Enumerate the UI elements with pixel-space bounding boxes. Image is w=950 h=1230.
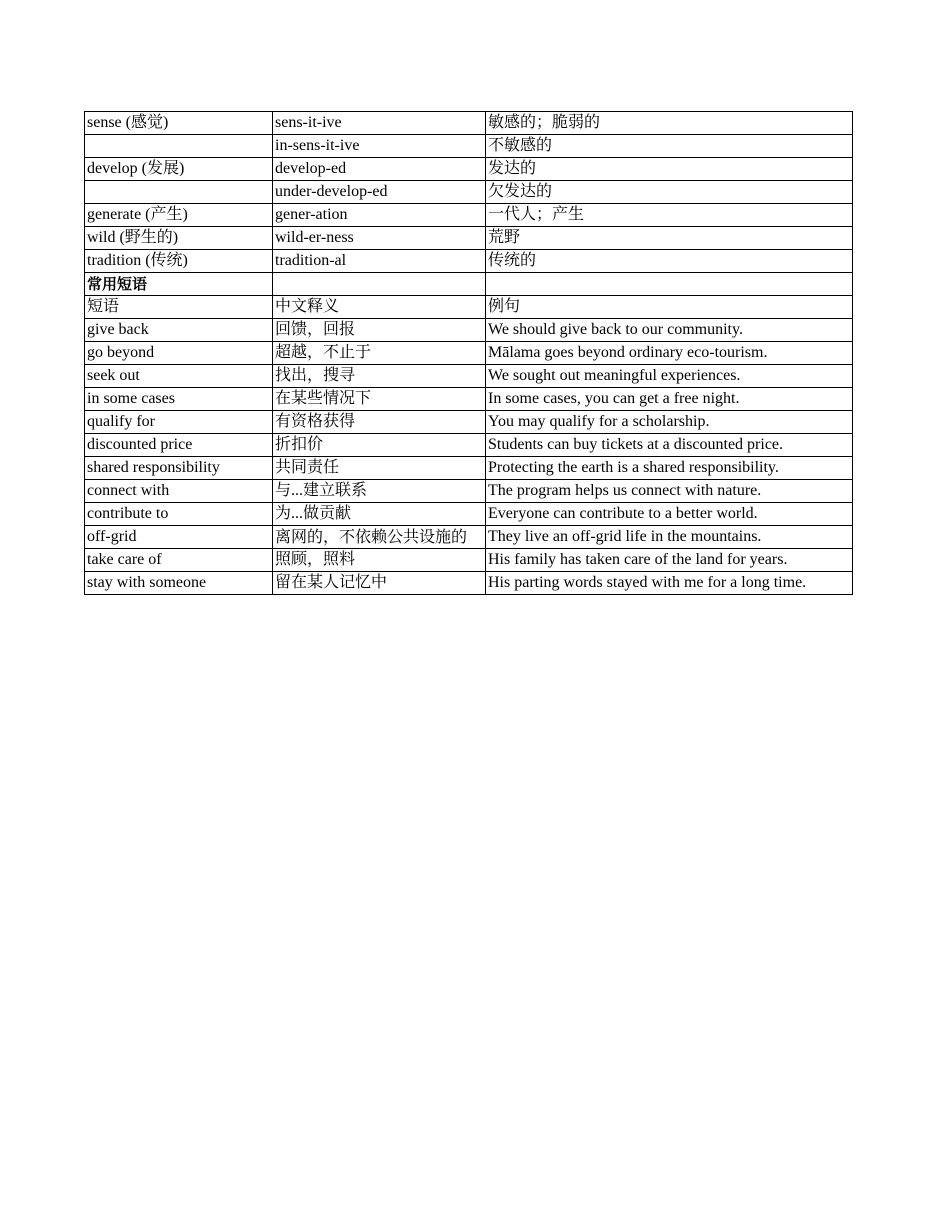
derived-word-cell: sens-it-ive — [273, 112, 486, 135]
table-row — [85, 365, 853, 388]
meaning-cell: 超越，不止于 — [273, 342, 486, 365]
example-cell: Everyone can contribute to a better world. — [486, 503, 853, 526]
meaning-cell: 敏感的；脆弱的 — [486, 112, 853, 135]
meaning-cell: 欠发达的 — [486, 181, 853, 204]
meaning-cell: 在某些情况下 — [273, 388, 486, 411]
meaning-cell: 找出，搜寻 — [273, 365, 486, 388]
root-word-cell: tradition (传统) — [85, 250, 273, 273]
example-cell: Protecting the earth is a shared responsibility. — [486, 457, 853, 480]
derived-word-cell: develop-ed — [273, 158, 486, 181]
root-word-cell: sense (感觉) — [85, 112, 273, 135]
table-row — [85, 503, 853, 526]
table-row — [85, 181, 853, 204]
root-word-cell: generate (产生) — [85, 204, 273, 227]
derived-word-cell: tradition-al — [273, 250, 486, 273]
meaning-cell: 有资格获得 — [273, 411, 486, 434]
phrase-cell: give back — [85, 319, 273, 342]
example-cell: His family has taken care of the land for years. — [486, 549, 853, 572]
table-row — [85, 112, 853, 135]
example-cell: They live an off-grid life in the mountains. — [486, 526, 853, 549]
phrase-cell: stay with someone — [85, 572, 273, 595]
table-row — [85, 158, 853, 181]
meaning-cell: 离网的，不依赖公共设施的 — [273, 526, 486, 549]
example-cell: You may qualify for a scholarship. — [486, 411, 853, 434]
example-cell: In some cases, you can get a free night. — [486, 388, 853, 411]
phrase-cell: qualify for — [85, 411, 273, 434]
column-header-meaning: 中文释义 — [273, 296, 486, 319]
phrase-cell: off-grid — [85, 526, 273, 549]
phrase-cell: shared responsibility — [85, 457, 273, 480]
root-word-cell — [85, 135, 273, 158]
table-row — [85, 572, 853, 595]
empty-cell — [273, 273, 486, 296]
meaning-cell: 发达的 — [486, 158, 853, 181]
example-cell: We should give back to our community. — [486, 319, 853, 342]
table-row — [85, 411, 853, 434]
example-cell: Students can buy tickets at a discounted price. — [486, 434, 853, 457]
table-row — [85, 549, 853, 572]
meaning-cell: 共同责任 — [273, 457, 486, 480]
meaning-cell: 与...建立联系 — [273, 480, 486, 503]
table-row — [85, 526, 853, 549]
phrase-cell: go beyond — [85, 342, 273, 365]
meaning-cell: 留在某人记忆中 — [273, 572, 486, 595]
derived-word-cell: wild-er-ness — [273, 227, 486, 250]
table-row — [85, 342, 853, 365]
derived-word-cell: in-sens-it-ive — [273, 135, 486, 158]
phrase-cell: connect with — [85, 480, 273, 503]
table-row — [85, 135, 853, 158]
derived-word-cell: gener-ation — [273, 204, 486, 227]
phrase-cell: take care of — [85, 549, 273, 572]
column-header-phrase: 短语 — [85, 296, 273, 319]
section-heading: 常用短语 — [85, 273, 273, 296]
meaning-cell: 不敏感的 — [486, 135, 853, 158]
root-word-cell: develop (发展) — [85, 158, 273, 181]
table-row — [85, 204, 853, 227]
table-row — [85, 434, 853, 457]
column-header-example: 例句 — [486, 296, 853, 319]
table-row — [85, 319, 853, 342]
table-row — [85, 227, 853, 250]
phrase-cell: seek out — [85, 365, 273, 388]
derived-word-cell: under-develop-ed — [273, 181, 486, 204]
empty-cell — [486, 273, 853, 296]
meaning-cell: 荒野 — [486, 227, 853, 250]
meaning-cell: 为...做贡献 — [273, 503, 486, 526]
meaning-cell: 照顾，照料 — [273, 549, 486, 572]
phrase-cell: in some cases — [85, 388, 273, 411]
meaning-cell: 传统的 — [486, 250, 853, 273]
table-row — [85, 480, 853, 503]
phrase-cell: discounted price — [85, 434, 273, 457]
section-heading-row — [85, 273, 853, 296]
example-cell: Mālama goes beyond ordinary eco-tourism. — [486, 342, 853, 365]
root-word-cell — [85, 181, 273, 204]
meaning-cell: 折扣价 — [273, 434, 486, 457]
vocabulary-sheet — [84, 111, 853, 595]
example-cell: We sought out meaningful experiences. — [486, 365, 853, 388]
example-cell: The program helps us connect with nature. — [486, 480, 853, 503]
table-row — [85, 250, 853, 273]
column-header-row — [85, 296, 853, 319]
meaning-cell: 一代人；产生 — [486, 204, 853, 227]
example-cell: His parting words stayed with me for a long time. — [486, 572, 853, 595]
phrase-cell: contribute to — [85, 503, 273, 526]
table-row — [85, 457, 853, 480]
table-row — [85, 388, 853, 411]
meaning-cell: 回馈，回报 — [273, 319, 486, 342]
root-word-cell: wild (野生的) — [85, 227, 273, 250]
